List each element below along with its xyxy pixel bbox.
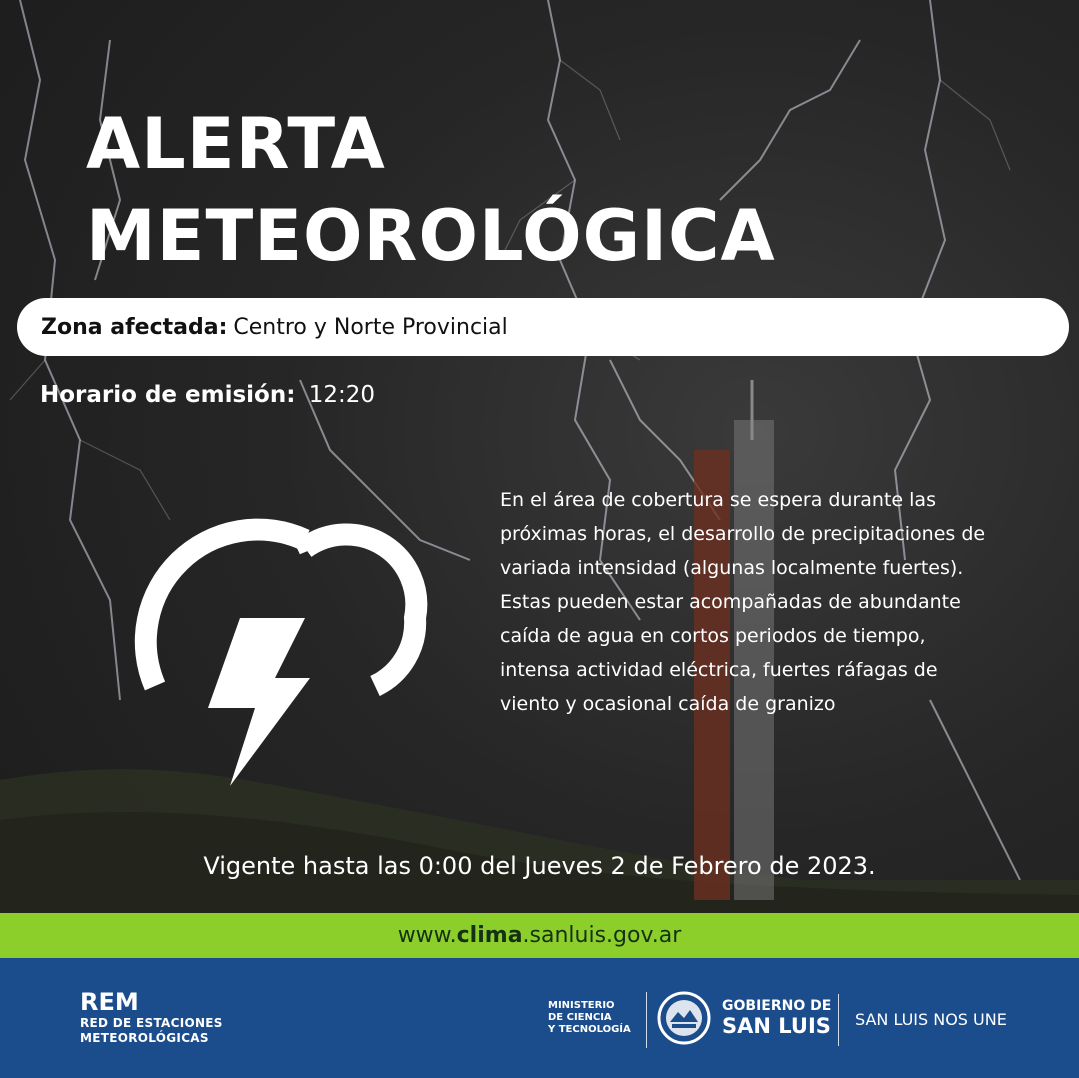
- san-luis-shield-icon: [656, 990, 712, 1046]
- valid-until: Vigente hasta las 0:00 del Jueves 2 de Febrero de 2023.: [203, 852, 876, 880]
- alert-description: En el área de cobertura se espera durante las próximas horas, el desarrollo de precipitaciones de variada intensidad (algunas localmente fuertes). Estas pueden estar acompañadas de abundante caída de agua en cortos periodos de tiempo, intensa actividad eléctrica, fuertes ráfagas de viento y ocasional caída de granizo: [500, 489, 986, 715]
- rem-logo: [80, 988, 223, 1046]
- website-bold: clima: [456, 923, 523, 948]
- footer-divider-1: [646, 992, 647, 1048]
- slogan: SAN LUIS NOS UNE: [855, 1010, 1007, 1029]
- ministerio-line-3: Y TECNOLOGÍA: [548, 1024, 631, 1035]
- gobierno-logo: [722, 998, 831, 1038]
- emission-time: [40, 382, 375, 408]
- website-link[interactable]: [398, 923, 682, 948]
- ministerio-label: [548, 1000, 638, 1036]
- emission-value: 12:20: [308, 382, 376, 408]
- rem-line-2: METEOROLÓGICAS: [80, 1031, 209, 1045]
- lightning-bolt-icon: [208, 618, 310, 786]
- title-line-1: ALERTA: [86, 103, 386, 185]
- website-bar: [0, 913, 1079, 958]
- rem-line-1: RED DE ESTACIONES: [80, 1016, 223, 1030]
- storm-cloud-icon: [100, 468, 430, 788]
- alert-title: [86, 98, 776, 282]
- footer-divider-2: [838, 994, 839, 1046]
- affected-zone-banner: [17, 298, 1069, 356]
- ministerio-line-1: MINISTERIO: [548, 1000, 615, 1011]
- rem-title: REM: [80, 988, 139, 1016]
- website-suffix: .sanluis.gov.ar: [522, 923, 682, 948]
- ministerio-line-2: DE CIENCIA: [548, 1012, 612, 1023]
- emission-label: Horario de emisión:: [40, 382, 296, 408]
- gobierno-line-1: GOBIERNO DE: [722, 998, 832, 1014]
- gobierno-line-2: SAN LUIS: [722, 1014, 831, 1038]
- zone-value: Centro y Norte Provincial: [233, 314, 508, 340]
- zone-label: Zona afectada:: [41, 314, 228, 340]
- website-prefix: www.: [397, 923, 457, 948]
- title-line-2: METEOROLÓGICA: [86, 195, 776, 277]
